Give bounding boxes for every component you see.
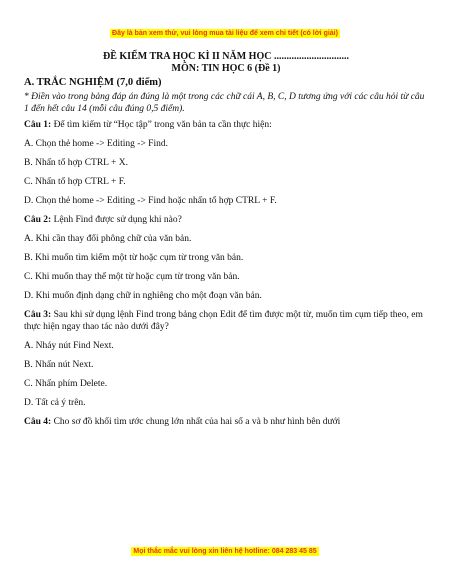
question-4 bbox=[24, 416, 428, 428]
hotline-notice-banner bbox=[0, 548, 450, 555]
question-text: Cho sơ đồ khối tìm ước chung lớn nhất của hai số a và b như hình bên dưới bbox=[51, 417, 341, 427]
preview-notice-text: Đây là bản xem thử, vui lòng mua tài liệu để xem chi tiết (có lời giải) bbox=[112, 30, 338, 37]
question-1 bbox=[24, 119, 428, 207]
answer-option: D. Tất cả ý trên. bbox=[24, 398, 86, 408]
question-label: Câu 4: bbox=[24, 417, 52, 427]
preview-notice-banner bbox=[0, 30, 450, 37]
exam-subject: MÔN: TIN HỌC 6 (Đề 1) bbox=[171, 63, 281, 74]
answer-option: C. Nhấn tổ hợp CTRL + F. bbox=[24, 177, 126, 187]
answer-option: B. Nhấn nút Next. bbox=[24, 360, 94, 370]
question-3 bbox=[24, 309, 428, 409]
answer-option: C. Nhấn phím Delete. bbox=[24, 379, 108, 389]
instructions: * Điền vào trong bảng đáp án đúng là một trong các chữ cái A, B, C, D tương ứng với các câu hỏi từ câu 1 đến hết câu 14 (mỗi câu đúng 0,5 điểm). bbox=[24, 92, 425, 114]
exam-title: ĐỀ KIỂM TRA HỌC KÌ II NĂM HỌC .............................. bbox=[103, 51, 349, 62]
answer-option: C. Khi muốn thay thế một từ hoặc cụm từ trong văn bản. bbox=[24, 272, 240, 282]
answer-option: B. Khi muốn tìm kiếm một từ hoặc cụm từ trong văn bản. bbox=[24, 253, 244, 263]
question-text: Để tìm kiếm từ “Học tập” trong văn bản ta cần thực hiện: bbox=[51, 120, 272, 130]
question-text: Sau khi sử dụng lệnh Find trong bảng chọn Edit để tìm được một từ, muốn tìm cụm tiếp theo, em thực hiện ngay thao tác nào dưới đây? bbox=[24, 310, 423, 332]
hotline-notice-text: Mọi thắc mắc vui lòng xin liên hệ hotline: 084 283 45 85 bbox=[133, 548, 317, 555]
question-text: Lệnh Find được sử dụng khi nào? bbox=[51, 215, 182, 225]
answer-option: D. Khi muốn định dạng chữ in nghiêng cho một đoạn văn bản. bbox=[24, 291, 262, 301]
answer-option: D. Chọn thẻ home -> Editing -> Find hoặc nhấn tổ hợp CTRL + F. bbox=[24, 196, 277, 206]
exam-document bbox=[24, 51, 428, 435]
question-label: Câu 1: bbox=[24, 120, 52, 130]
question-2 bbox=[24, 214, 428, 302]
section-heading: A. TRẮC NGHIỆM (7,0 điểm) bbox=[24, 77, 162, 88]
answer-option: B. Nhấn tổ hợp CTRL + X. bbox=[24, 158, 128, 168]
question-label: Câu 2: bbox=[24, 215, 52, 225]
answer-option: A. Khi cần thay đổi phông chữ của văn bản. bbox=[24, 234, 192, 244]
answer-option: A. Nháy nút Find Next. bbox=[24, 341, 114, 351]
answer-option: A. Chọn thẻ home -> Editing -> Find. bbox=[24, 139, 168, 149]
question-label: Câu 3: bbox=[24, 310, 52, 320]
